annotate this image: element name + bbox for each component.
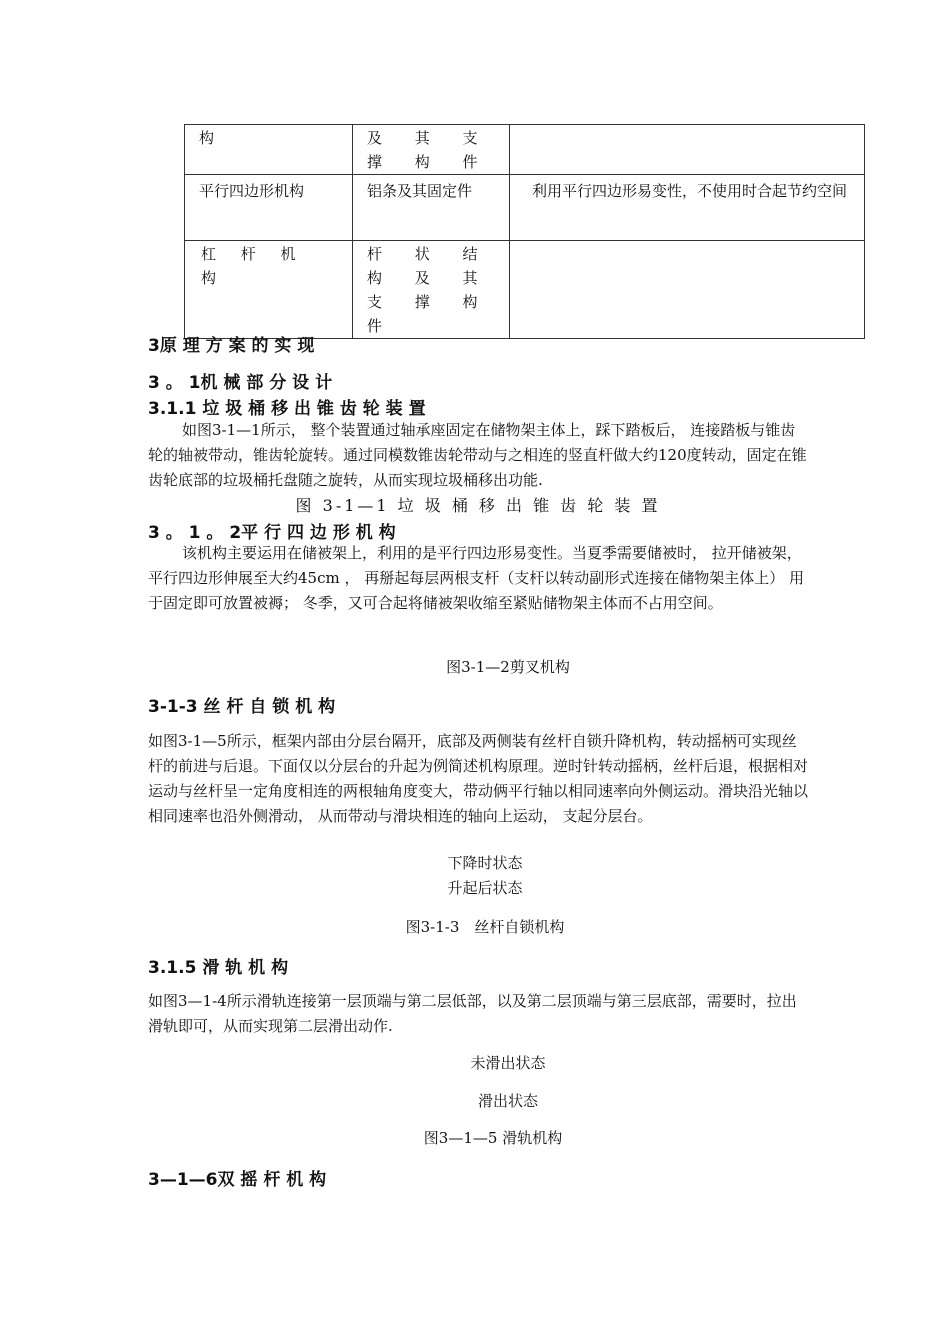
section-heading-3-1-5: 3.1.5 滑 轨 机 构 xyxy=(148,958,289,978)
table-cell: 及 其 支 撑 构 件 xyxy=(353,125,510,175)
section-heading-3-1-1: 3.1.1 垃 圾 桶 移 出 锥 齿 轮 装 置 xyxy=(148,399,426,419)
paragraph-3-1-3: 如图3-1—5所示，框架内部由分层台隔开，底部及两侧装有丝杆自锁升降机构，转动摇柄可实现丝杆的前进与后退。下面仅以分层台的升起为例简述机构原理。逆时针转动摇柄，丝杆后退，根据相对运动与丝杆呈一定角度相连的两根轴角度变大，带动俩平行轴以相同速率向外侧运动。滑块沿光轴以相同速率也沿外侧滑动， 从而带动与滑块相连的轴向上运动， 支起分层台。 xyxy=(148,732,809,825)
state-label-slid: 滑出状态 xyxy=(477,1092,538,1110)
table-cell: 构 xyxy=(185,125,353,175)
figure-caption-3-1-2: 图3-1—2剪叉机构 xyxy=(446,658,570,676)
section-heading-3: 3原 理 方 案 的 实 现 xyxy=(148,336,315,356)
table-cell xyxy=(510,241,865,339)
section-heading-3-1: 3 。 1机 械 部 分 设 计 xyxy=(148,373,333,393)
paragraph-3-1-1: 如图3-1—1所示， 整个装置通过轴承座固定在储物架主体上，踩下踏板后， 连接踏板与锥齿轮的轴被带动，锥齿轮旋转。通过同模数锥齿轮带动与之相连的竖直杆做大约120度转动，固定在锥齿轮底部的垃圾桶托盘随之旋转，从而实现垃圾桶移出功能. xyxy=(148,421,807,489)
table-row xyxy=(185,125,865,175)
table-cell: 利用平行四边形易变性，不使用时合起节约空间 xyxy=(510,175,865,241)
paragraph-3-1-5: 如图3—1-4所示滑轨连接第一层顶端与第二层低部，以及第二层顶端与第三层底部，需要时，拉出滑轨即可，从而实现第二层滑出动作. xyxy=(148,992,797,1035)
figure-caption-3-1-1: 图 3-1—1 垃 圾 桶 移 出 锥 齿 轮 装 置 xyxy=(295,496,661,515)
figure-caption-3-1-5: 图3—1—5 滑轨机构 xyxy=(423,1129,563,1147)
state-label-down: 下降时状态 xyxy=(447,854,523,872)
section-heading-3-1-2: 3 。 1 。 2平 行 四 边 形 机 构 xyxy=(148,523,396,543)
mechanism-table xyxy=(184,124,865,339)
figure-caption-3-1-3: 图3-1-3 丝杆自锁机构 xyxy=(405,918,565,936)
section-heading-3-1-3: 3-1-3 丝 杆 自 锁 机 构 xyxy=(148,697,336,717)
table-row xyxy=(185,241,865,339)
table-cell xyxy=(510,125,865,175)
table-cell: 杠 杆 机 构 xyxy=(185,241,353,339)
state-label-not-slid: 未滑出状态 xyxy=(470,1054,546,1072)
table-cell: 铝条及其固定件 xyxy=(353,175,510,241)
table-cell: 平行四边形机构 xyxy=(185,175,353,241)
paragraph-3-1-2: 该机构主要运用在储被架上，利用的是平行四边形易变性。当夏季需要储被时， 拉开储被架，平行四边形伸展至大约45cm ， 再掰起每层两根支杆（支杆以转动副形式连接在储物架主体上） 用于固定即可放置被褥； 冬季，又可合起将储被架收缩至紧贴储物架主体而不占用空间。 xyxy=(148,544,805,612)
table-row xyxy=(185,175,865,241)
table-cell: 杆 状 结 构 及 其 支 撑 构 件 xyxy=(353,241,510,339)
section-heading-3-1-6: 3—1—6双 摇 杆 机 构 xyxy=(148,1170,327,1190)
state-label-up: 升起后状态 xyxy=(447,879,523,897)
